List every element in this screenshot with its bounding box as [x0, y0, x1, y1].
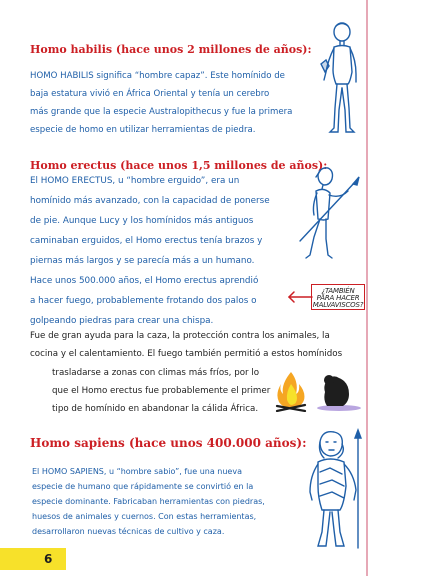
erectus-figure-icon [296, 163, 366, 263]
heading-habilis: Homo habilis (hace unos 2 millones de años): [30, 43, 312, 56]
habilis-line-4: especie de homo en utilizar herramientas de piedra. [30, 125, 256, 135]
sapiens-line-5: desarrollaron nuevas técnicas de cultivo y caza. [32, 527, 225, 536]
erectus-line-1: El HOMO ERECTUS, u “hombre erguido”, era un [30, 176, 240, 186]
page-number-tab [0, 548, 66, 570]
side-note-line-2: PARA HACER [316, 294, 360, 302]
page-number: 6 [44, 552, 53, 566]
side-note-line-1: ¿TAMBIÉN [321, 287, 355, 295]
heading-sapiens: Homo sapiens (hace unos 400.000 años): [30, 436, 307, 450]
fire-line-4: que el Homo erectus fue probablemente el primer [52, 386, 271, 396]
habilis-line-1: HOMO HABILIS significa “hombre capaz”. Este homínido de [30, 71, 285, 81]
erectus-line-7: a hacer fuego, probablemente frotando dos palos o [30, 296, 257, 306]
fire-line-2: cocina y el calentamiento. El fuego también permitió a estos homínidos [30, 349, 343, 359]
habilis-line-3: más grande que la especie Australopithecus y fue la primera [30, 107, 293, 117]
erectus-line-3: de pie. Aunque Lucy y los homínidos más antiguos [30, 216, 254, 226]
erectus-line-8: golpeando piedras para crear una chispa. [30, 316, 214, 326]
fire-line-1: Fue de gran ayuda para la caza, la protección contra los animales, la [30, 331, 330, 341]
campfire-icon [273, 370, 309, 412]
sapiens-figure-icon [300, 428, 366, 552]
fire-line-3: trasladarse a zonas con climas más fríos, por lo [52, 368, 260, 378]
sapiens-line-3: especie dominante. Fabricaban herramientas con piedras, [32, 497, 265, 506]
erectus-line-5: piernas más largos y se parecía más a un humano. [30, 256, 255, 266]
crouching-hominid-icon [313, 372, 363, 412]
heading-erectus: Homo erectus (hace unos 1,5 millones de años): [30, 159, 328, 172]
erectus-line-2: homínido más avanzado, con la capacidad de ponerse [30, 196, 270, 206]
red-arrow-icon [286, 290, 314, 304]
side-note [311, 284, 365, 310]
sapiens-line-1: El HOMO SAPIENS, u “hombre sabio”, fue una nueva [32, 467, 242, 476]
erectus-line-4: caminaban erguidos, el Homo erectus tenía brazos y [30, 236, 263, 246]
side-note-line-3: MALVAVISCOS? [312, 301, 364, 309]
habilis-figure-icon [312, 20, 368, 138]
sapiens-line-2: especie de humano que rápidamente se convirtió en la [32, 482, 254, 491]
fire-line-5: tipo de homínido en abandonar la cálida África. [52, 404, 259, 414]
sapiens-line-4: huesos de animales y cuernos. Con estas herramientas, [32, 512, 257, 521]
erectus-line-6: Hace unos 500.000 años, el Homo erectus aprendió [30, 276, 259, 286]
habilis-line-2: baja estatura vivió en África Oriental y tenía un cerebro [30, 89, 270, 99]
